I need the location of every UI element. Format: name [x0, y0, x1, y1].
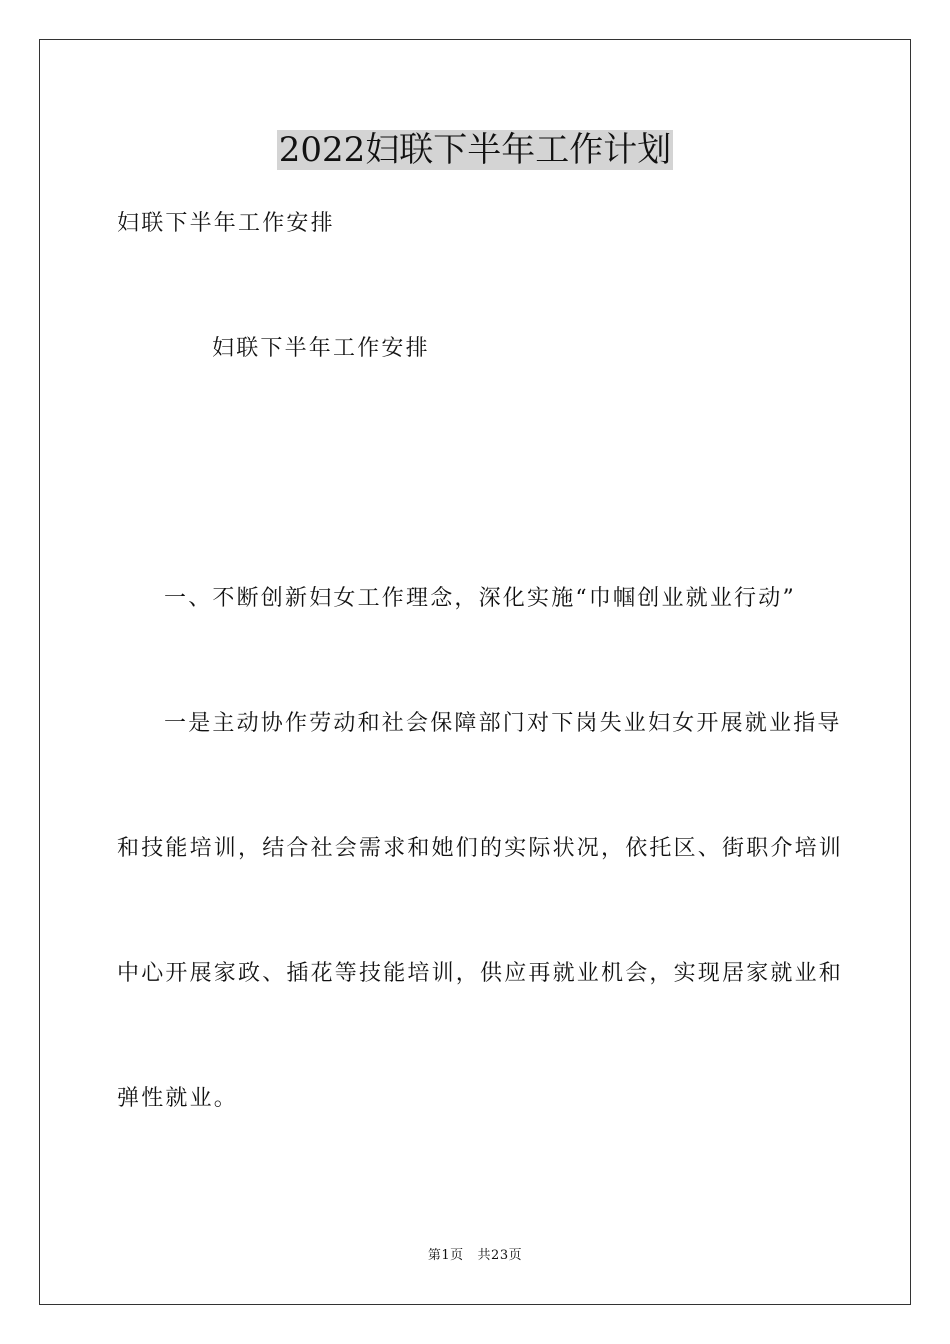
text-line-2: 妇联下半年工作安排 [212, 336, 430, 361]
document-title [0, 128, 950, 172]
paragraph-line-3: 中心开展家政、插花等技能培训，供应再就业机会，实现居家就业和 [117, 961, 844, 986]
title-text: 2022妇联下半年工作计划 [278, 130, 672, 170]
page-footer: 第1页 共23页 [427, 1248, 523, 1263]
paragraph-line-1: 一是主动协作劳动和社会保障部门对下岗失业妇女开展就业指导 [164, 711, 842, 736]
text-line-1: 妇联下半年工作安排 [117, 211, 335, 236]
paragraph-line-2: 和技能培训，结合社会需求和她们的实际状况，依托区、街职介培训 [117, 836, 844, 861]
paragraph-line-4: 弹性就业。 [117, 1086, 239, 1111]
section-heading: 一、不断创新妇女工作理念，深化实施“巾帼创业就业行动” [164, 586, 796, 611]
